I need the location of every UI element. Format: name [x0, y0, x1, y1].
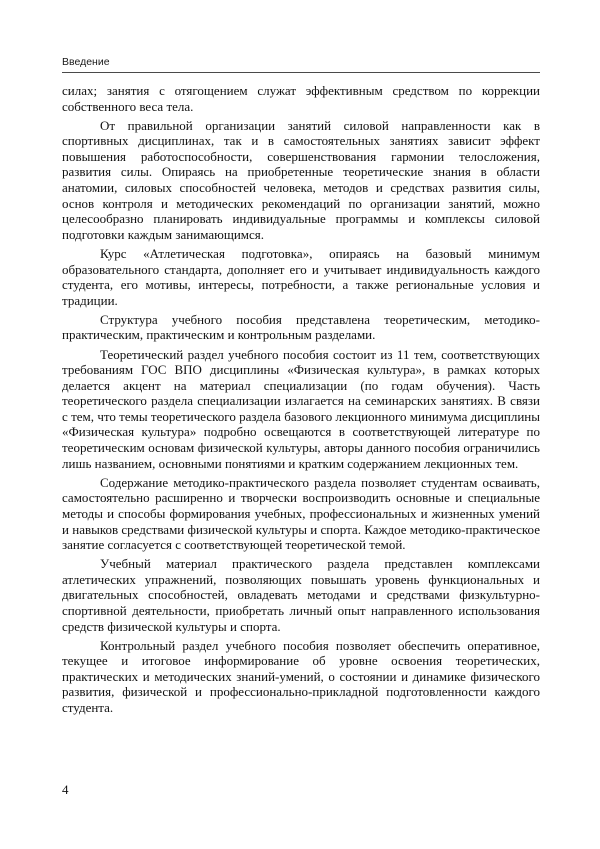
page-number: 4 — [62, 782, 69, 797]
paragraph: Теоретический раздел учебного пособия состоит из 11 тем, соответствующих требованиям ГОС ВПО дисциплины «Физическая культура», в рамках которых делается акцент на материал специализации (по годам обучения). Часть теоретического раздела специализации излагается на семинарских занятиях. В связи с тем, что темы теоретического раздела базового лекционного минимума дисциплины «Физическая культура» подробно освещаются в соответствующей литературе по теоретическим основам физической культуры, авторы данного пособия ограничились лишь названием, основными понятиями и кратким содержанием лекционных тем. — [62, 346, 540, 471]
paragraph: Структура учебного пособия представлена теоретическим, методико-практическим, практическим и контрольным разделами. — [62, 311, 540, 343]
paragraph: Учебный материал практического раздела представлен комплексами атлетических упражнений, позволяющих повышать уровень функциональных и двигательных способностей, овладевать методами и средствами физкультурно-спортивной деятельности, приобретать личный опыт направленного использования средств физической культуры и спорта. — [62, 556, 540, 634]
body-text — [62, 83, 540, 719]
paragraph: Содержание методико-практического раздела позволяет студентам осваивать, самостоятельно расширенно и творчески воспроизводить основные и специальные методы и способы формирования учебных, профессиональных и жизненных умений и навыков средствами физической культуры и спорта. Каждое методико-практическое занятие согласуется с соответствующей теоретической темой. — [62, 474, 540, 553]
paragraph: Курс «Атлетическая подготовка», опираясь на базовый минимум образовательного стандарта, дополняет его и учитывает индивидуальность каждого студента, его мотивы, интересы, потребности, а также региональные условия и традиции. — [62, 245, 540, 308]
running-header — [62, 56, 540, 73]
paragraph-continuation: силах; занятия с отягощением служат эффективным средством по коррекции собственного веса тела. — [62, 83, 540, 114]
section-title: Введение — [62, 56, 110, 68]
paragraph: Контрольный раздел учебного пособия позволяет обеспечить оперативное, текущее и итоговое информирование об уровне освоения теоретических, практических и методических знаний-умений, о состоянии и динамике физического развития, физической и профессионально-прикладной подготовленности каждого студента. — [62, 637, 540, 716]
paragraph: От правильной организации занятий силовой направленности как в спортивных дисциплинах, так и в самостоятельных занятиях зависит эффект повышения работоспособности, совершенствования гармонии телосложения, развития силы. Опираясь на приобретенные теоретические знания в области анатомии, силовых способностей человека, методов и средствах развития силы, основ контроля и методических рекомендаций по организации занятий, можно целесообразно планировать индивидуальные программы и комплексы силовой подготовки каждым занимающимся. — [62, 117, 540, 242]
